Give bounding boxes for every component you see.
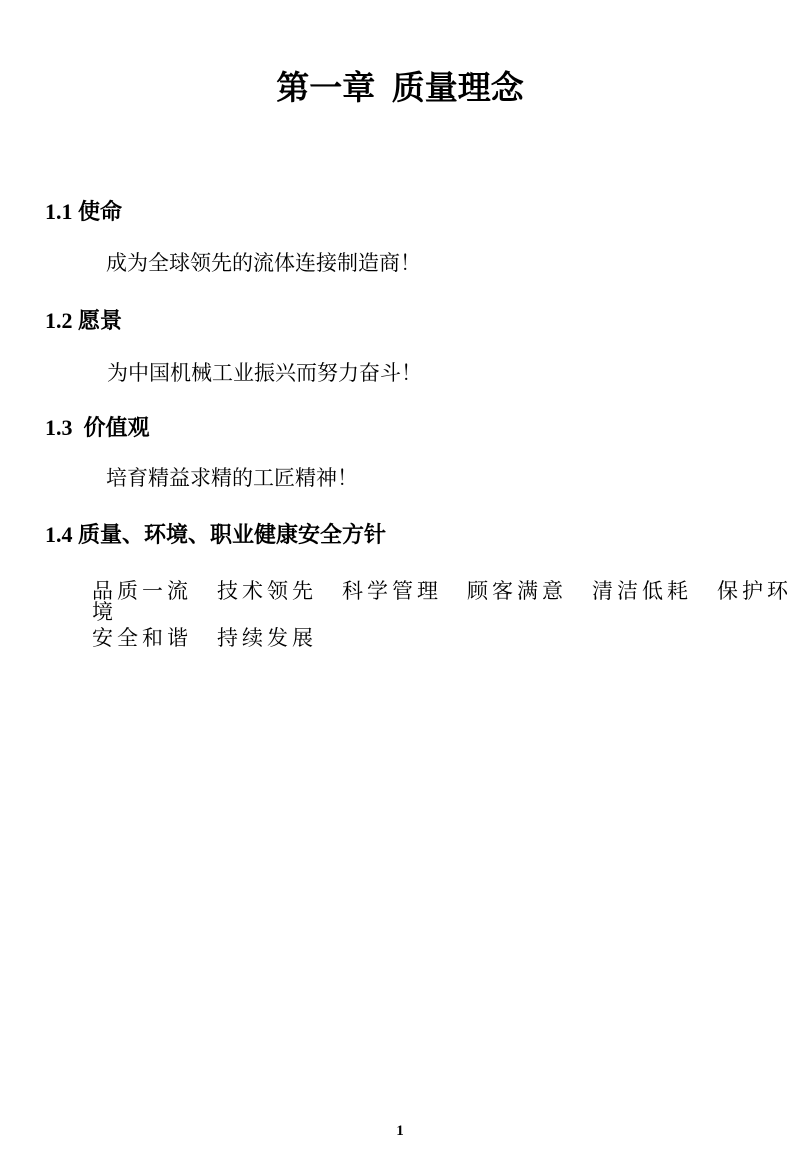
section-heading-1-3-values: 1.3 价值观 [45, 415, 150, 440]
section-heading-1-2-vision: 1.2 愿景 [45, 308, 123, 333]
page-number: 1 [396, 1123, 404, 1139]
chapter-title: 第一章 质量理念 [276, 71, 524, 107]
section-heading-1-4-policy: 1.4 质量、环境、职业健康安全方针 [45, 522, 387, 547]
policy-line-1: 品质一流 技术领先 科学管理 顾客满意 清洁低耗 保护环境 [92, 579, 792, 624]
policy-line-2: 安全和谐 持续发展 [92, 626, 317, 650]
section-body-1-3-values: 培育精益求精的工匠精神！ [106, 466, 358, 490]
section-body-1-1-mission: 成为全球领先的流体连接制造商！ [106, 251, 421, 275]
section-heading-1-1-mission: 1.1 使命 [45, 199, 123, 224]
section-body-1-2-vision: 为中国机械工业振兴而努力奋斗！ [107, 361, 422, 385]
